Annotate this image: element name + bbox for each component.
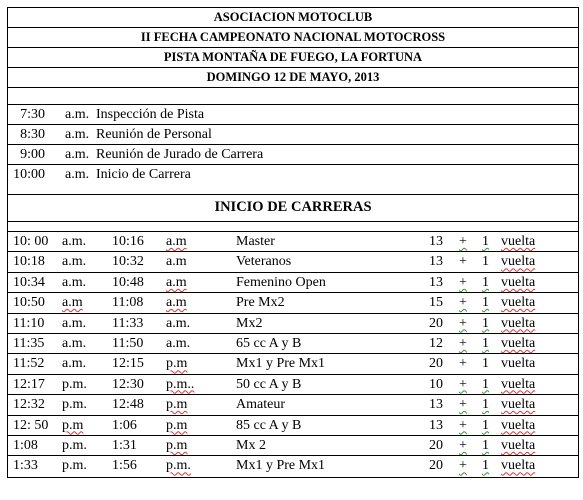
race-extra-lap: 1 [482,356,489,372]
schedule-row [8,165,578,185]
race-row [8,252,578,272]
race-plus: + [459,356,467,372]
race-list [8,232,578,477]
race-end-period: a.m [166,295,187,311]
race-laps: 13 [429,254,443,270]
race-unit: vuelta [501,458,536,474]
race-start-period: a.m. [62,356,87,372]
spacer-row [8,88,578,105]
race-unit: vuelta [501,274,536,290]
race-category: Mx 2 [236,437,266,453]
header-track-text: PISTA MONTAÑA DE FUEGO, LA FORTUNA [163,50,423,64]
race-plus: + [459,315,467,331]
header-date [8,68,578,88]
race-category: 50 cc A y B [236,376,302,392]
race-plus: + [459,417,467,433]
race-start-time: 10:34 [13,274,45,290]
race-end-period: a.m [166,234,187,249]
race-laps: 20 [429,315,443,331]
race-plus: + [459,376,467,392]
schedule-event: Reunión de Personal [96,127,212,142]
race-end-time: 10:16 [112,234,144,249]
race-end-period: p.m [166,397,188,413]
race-extra-lap: 1 [482,274,489,290]
race-end-time: 11:08 [112,295,144,311]
race-end-period: p.m. [166,458,191,474]
race-laps: 12 [429,335,443,351]
race-start-time: 1:33 [13,458,38,474]
race-end-period: p.m [166,417,188,433]
race-end-time: 11:33 [112,315,144,331]
race-plus: + [459,274,467,290]
race-row [8,375,578,395]
race-start-period: a.m [62,295,83,311]
race-end-time: 1:56 [112,458,137,474]
race-start-period: a.m. [62,274,87,290]
race-extra-lap: 1 [482,458,489,474]
race-row [8,273,578,293]
race-start-period: a.m. [62,254,87,270]
race-unit: vuelta [501,295,536,311]
race-end-period: a.m. [166,335,191,351]
schedule-period: a.m. [65,167,90,182]
race-start-period: p.m. [62,397,87,413]
header-club [8,8,578,28]
race-unit: vuelta [501,376,536,392]
race-laps: 10 [429,376,443,392]
schedule-time: 9:00 [20,147,45,162]
race-start-period: p.m. [62,458,87,474]
race-end-period: p.m [166,356,188,372]
race-plus: + [459,234,467,249]
race-plus: + [459,254,467,270]
race-end-time: 11:50 [112,335,144,351]
section-title [8,195,578,222]
race-category: Veteranos [236,254,292,270]
race-extra-lap: 1 [482,335,489,351]
race-extra-lap: 1 [482,234,489,249]
race-start-time: 11:10 [13,315,45,331]
header-date-text: DOMINGO 12 DE MAYO, 2013 [206,70,380,84]
race-unit: vuelta [501,356,536,372]
race-end-period: a.m. [166,315,191,331]
race-laps: 13 [429,234,443,249]
race-start-time: 12: 50 [13,417,49,433]
race-unit: vuelta [501,417,536,433]
race-start-period: a.m. [62,335,87,351]
race-laps: 20 [429,458,443,474]
race-row [8,354,578,374]
race-row [8,232,578,252]
spacer-row [8,222,578,232]
race-laps: 13 [429,274,443,290]
race-end-period: p.m.. [166,376,195,392]
schedule-period: a.m. [65,127,90,142]
race-plus: + [459,437,467,453]
race-category: 65 cc A y B [236,335,302,351]
schedule-list [8,105,578,185]
race-start-time: 1:08 [13,437,38,453]
header-championship-text: II FECHA CAMPEONATO NACIONAL MOTOCROSS [140,30,446,44]
race-unit: vuelta [501,254,536,270]
schedule-time: 10:00 [13,167,45,182]
race-row [8,436,578,456]
race-end-time: 1:31 [112,437,137,453]
race-category: Mx1 y Pre Mx1 [236,356,326,372]
spacer-row [8,185,578,195]
race-unit: vuelta [501,437,536,453]
race-start-period: p.m [62,417,84,433]
schedule-row [8,105,578,125]
schedule-event: Inicio de Carrera [96,167,191,182]
header-track [8,48,578,68]
race-start-time: 10:18 [13,254,45,270]
race-extra-lap: 1 [482,295,489,311]
race-unit: vuelta [501,335,536,351]
race-category: Mx2 [236,315,263,331]
section-title-text: INICIO DE CARRERAS [214,199,372,215]
race-laps: 20 [429,437,443,453]
race-start-period: a.m. [62,234,87,249]
race-plus: + [459,295,467,311]
race-laps: 13 [429,417,443,433]
header-club-text: ASOCIACION MOTOCLUB [213,10,373,24]
program-table [7,7,579,478]
race-extra-lap: 1 [482,254,489,270]
race-end-period: a.m [166,254,187,270]
race-laps: 15 [429,295,443,311]
race-unit: vuelta [501,315,536,331]
race-extra-lap: 1 [482,315,489,331]
race-row [8,334,578,354]
race-extra-lap: 1 [482,437,489,453]
race-start-time: 11:52 [13,356,45,372]
schedule-event: Reunión de Jurado de Carrera [96,147,264,162]
schedule-time: 7:30 [20,107,45,122]
race-row [8,416,578,436]
race-category: Femenino Open [236,274,326,290]
race-plus: + [459,335,467,351]
race-extra-lap: 1 [482,376,489,392]
race-category: Mx1 y Pre Mx1 [236,458,326,474]
race-end-period: a.m [166,274,187,290]
race-unit: vuelta [501,234,536,249]
race-plus: + [459,397,467,413]
race-end-period: p.m [166,437,188,453]
race-extra-lap: 1 [482,397,489,413]
race-end-time: 12:15 [112,356,144,372]
race-unit: vuelta [501,397,536,413]
race-laps: 13 [429,397,443,413]
race-end-time: 12:30 [112,376,144,392]
race-row [8,293,578,313]
schedule-row [8,145,578,165]
race-extra-lap: 1 [482,417,489,433]
race-category: Pre Mx2 [236,295,285,311]
race-laps: 20 [429,356,443,372]
race-category: Master [236,234,275,249]
race-plus: + [459,458,467,474]
schedule-event: Inspección de Pista [96,107,205,122]
schedule-period: a.m. [65,147,90,162]
race-start-time: 10:50 [13,295,45,311]
race-start-time: 12:17 [13,376,45,392]
race-end-time: 12:48 [112,397,144,413]
race-category: Amateur [236,397,285,413]
race-start-time: 12:32 [13,397,45,413]
header-championship [8,28,578,48]
schedule-row [8,125,578,145]
race-end-time: 10:48 [112,274,144,290]
race-category: 85 cc A y B [236,417,302,433]
race-row [8,456,578,476]
race-start-time: 10: 00 [13,234,49,249]
race-start-time: 11:35 [13,335,45,351]
race-start-period: p.m. [62,376,87,392]
race-row [8,314,578,334]
schedule-time: 8:30 [20,127,45,142]
race-end-time: 10:32 [112,254,144,270]
race-start-period: p.m. [62,437,87,453]
race-start-period: a.m. [62,315,87,331]
schedule-period: a.m. [65,107,90,122]
race-row [8,395,578,415]
race-end-time: 1:06 [112,417,137,433]
